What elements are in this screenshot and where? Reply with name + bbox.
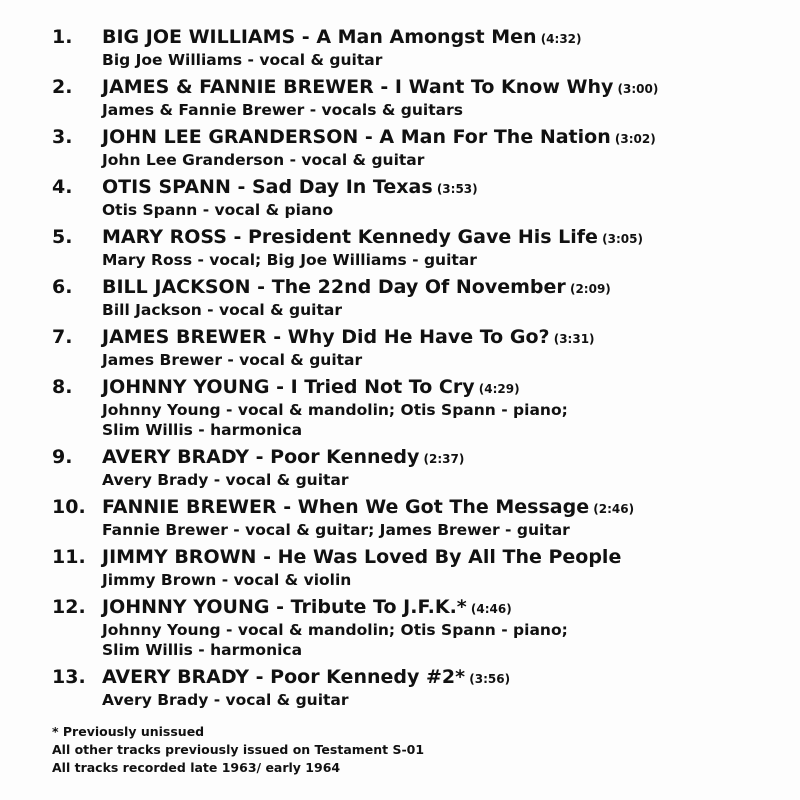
track-title: President Kennedy Gave His Life [248, 226, 598, 248]
track-duration: (2:37) [419, 452, 465, 466]
track-duration: (3:02) [610, 132, 656, 146]
track-credit: Fannie Brewer - vocal & guitar; James Brewer - guitar [102, 521, 570, 539]
track-separator: - [276, 496, 298, 518]
track-artist: AVERY BRADY [102, 666, 250, 688]
track-duration: (2:09) [565, 282, 611, 296]
track-title: I Tried Not To Cry [290, 376, 475, 398]
track-credit: Avery Brady - vocal & guitar [102, 471, 349, 489]
track-separator: - [250, 276, 272, 298]
track-separator: - [295, 26, 317, 48]
track-credit: Mary Ross - vocal; Big Joe Williams - guitar [102, 251, 477, 269]
footer-note: * Previously unissued [52, 724, 205, 739]
track-separator: - [266, 326, 288, 348]
track-duration: (3:05) [597, 232, 643, 246]
track-artist: MARY ROSS [102, 226, 227, 248]
track-title-line [102, 376, 520, 400]
track-credit: Slim Willis - harmonica [102, 641, 303, 659]
track-duration: (4:46) [466, 602, 512, 616]
track-artist: BILL JACKSON [102, 276, 251, 298]
track-title: Why Did He Have To Go? [287, 326, 550, 348]
track-credit: Jimmy Brown - vocal & violin [102, 571, 352, 589]
track-number: 9. [52, 446, 73, 468]
track-duration: (3:53) [432, 182, 478, 196]
track-credit: Johnny Young - vocal & mandolin; Otis Spann - piano; [102, 401, 568, 419]
track-credit: Slim Willis - harmonica [102, 421, 303, 439]
track-duration: (3:31) [549, 332, 595, 346]
track-title: Sad Day In Texas [251, 176, 433, 198]
track-separator: - [230, 176, 252, 198]
track-artist: JOHNNY YOUNG [102, 376, 270, 398]
track-duration: (4:32) [536, 32, 582, 46]
track-number: 12. [52, 596, 86, 618]
track-artist: OTIS SPANN [102, 176, 231, 198]
track-number: 1. [52, 26, 73, 48]
track-title-line [102, 126, 656, 150]
track-title: I Want To Know Why [394, 76, 614, 98]
track-duration: (4:29) [474, 382, 520, 396]
track-duration: (3:56) [465, 672, 511, 686]
track-title: When We Got The Message [297, 496, 590, 518]
track-credit: John Lee Granderson - vocal & guitar [102, 151, 425, 169]
track-number: 2. [52, 76, 73, 98]
track-title: The 22nd Day Of November [271, 276, 566, 298]
track-separator: - [249, 666, 271, 688]
track-title-line [102, 326, 595, 350]
track-number: 11. [52, 546, 86, 568]
track-number: 10. [52, 496, 86, 518]
track-number: 8. [52, 376, 73, 398]
track-number: 3. [52, 126, 73, 148]
track-separator: - [226, 226, 248, 248]
track-credit: Otis Spann - vocal & piano [102, 201, 334, 219]
track-title: Tribute To J.F.K.* [290, 596, 467, 618]
track-artist: FANNIE BREWER [102, 496, 277, 518]
track-separator: - [256, 546, 278, 568]
track-separator: - [358, 126, 380, 148]
track-title: Poor Kennedy [270, 446, 420, 468]
track-credit: James Brewer - vocal & guitar [102, 351, 363, 369]
track-credit: Avery Brady - vocal & guitar [102, 691, 349, 709]
track-credit: Big Joe Williams - vocal & guitar [102, 51, 383, 69]
track-title-line [102, 26, 582, 50]
track-title-line [102, 226, 643, 250]
track-duration: (3:00) [613, 82, 659, 96]
footer-note: All other tracks previously issued on Testament S-01 [52, 742, 425, 757]
track-separator: - [269, 376, 291, 398]
track-duration: (2:46) [589, 502, 635, 516]
track-title-line [102, 176, 478, 200]
track-title-line [102, 276, 611, 300]
track-title-line [102, 76, 658, 100]
track-artist: BIG JOE WILLIAMS [102, 26, 296, 48]
track-title-line [102, 666, 510, 690]
track-title: He Was Loved By All The People [277, 546, 622, 568]
track-number: 4. [52, 176, 73, 198]
track-artist: AVERY BRADY [102, 446, 250, 468]
track-separator: - [249, 446, 271, 468]
track-artist: JAMES BREWER [102, 326, 267, 348]
track-number: 7. [52, 326, 73, 348]
track-credit: James & Fannie Brewer - vocals & guitars [102, 101, 463, 119]
track-title-line [102, 446, 464, 470]
track-title: Poor Kennedy #2* [270, 666, 466, 688]
track-number: 6. [52, 276, 73, 298]
track-title-line [102, 496, 634, 520]
track-artist: JOHNNY YOUNG [102, 596, 270, 618]
track-separator: - [269, 596, 291, 618]
track-title-line [102, 546, 621, 568]
track-credit: Bill Jackson - vocal & guitar [102, 301, 342, 319]
track-title: A Man For The Nation [379, 126, 611, 148]
track-number: 13. [52, 666, 86, 688]
track-credit: Johnny Young - vocal & mandolin; Otis Spann - piano; [102, 621, 568, 639]
footer-note: All tracks recorded late 1963/ early 1964 [52, 760, 341, 775]
track-separator: - [373, 76, 395, 98]
track-artist: JOHN LEE GRANDERSON [102, 126, 359, 148]
track-title-line [102, 596, 512, 620]
track-artist: JIMMY BROWN [102, 546, 257, 568]
track-title: A Man Amongst Men [316, 26, 537, 48]
track-artist: JAMES & FANNIE BREWER [102, 76, 374, 98]
track-number: 5. [52, 226, 73, 248]
